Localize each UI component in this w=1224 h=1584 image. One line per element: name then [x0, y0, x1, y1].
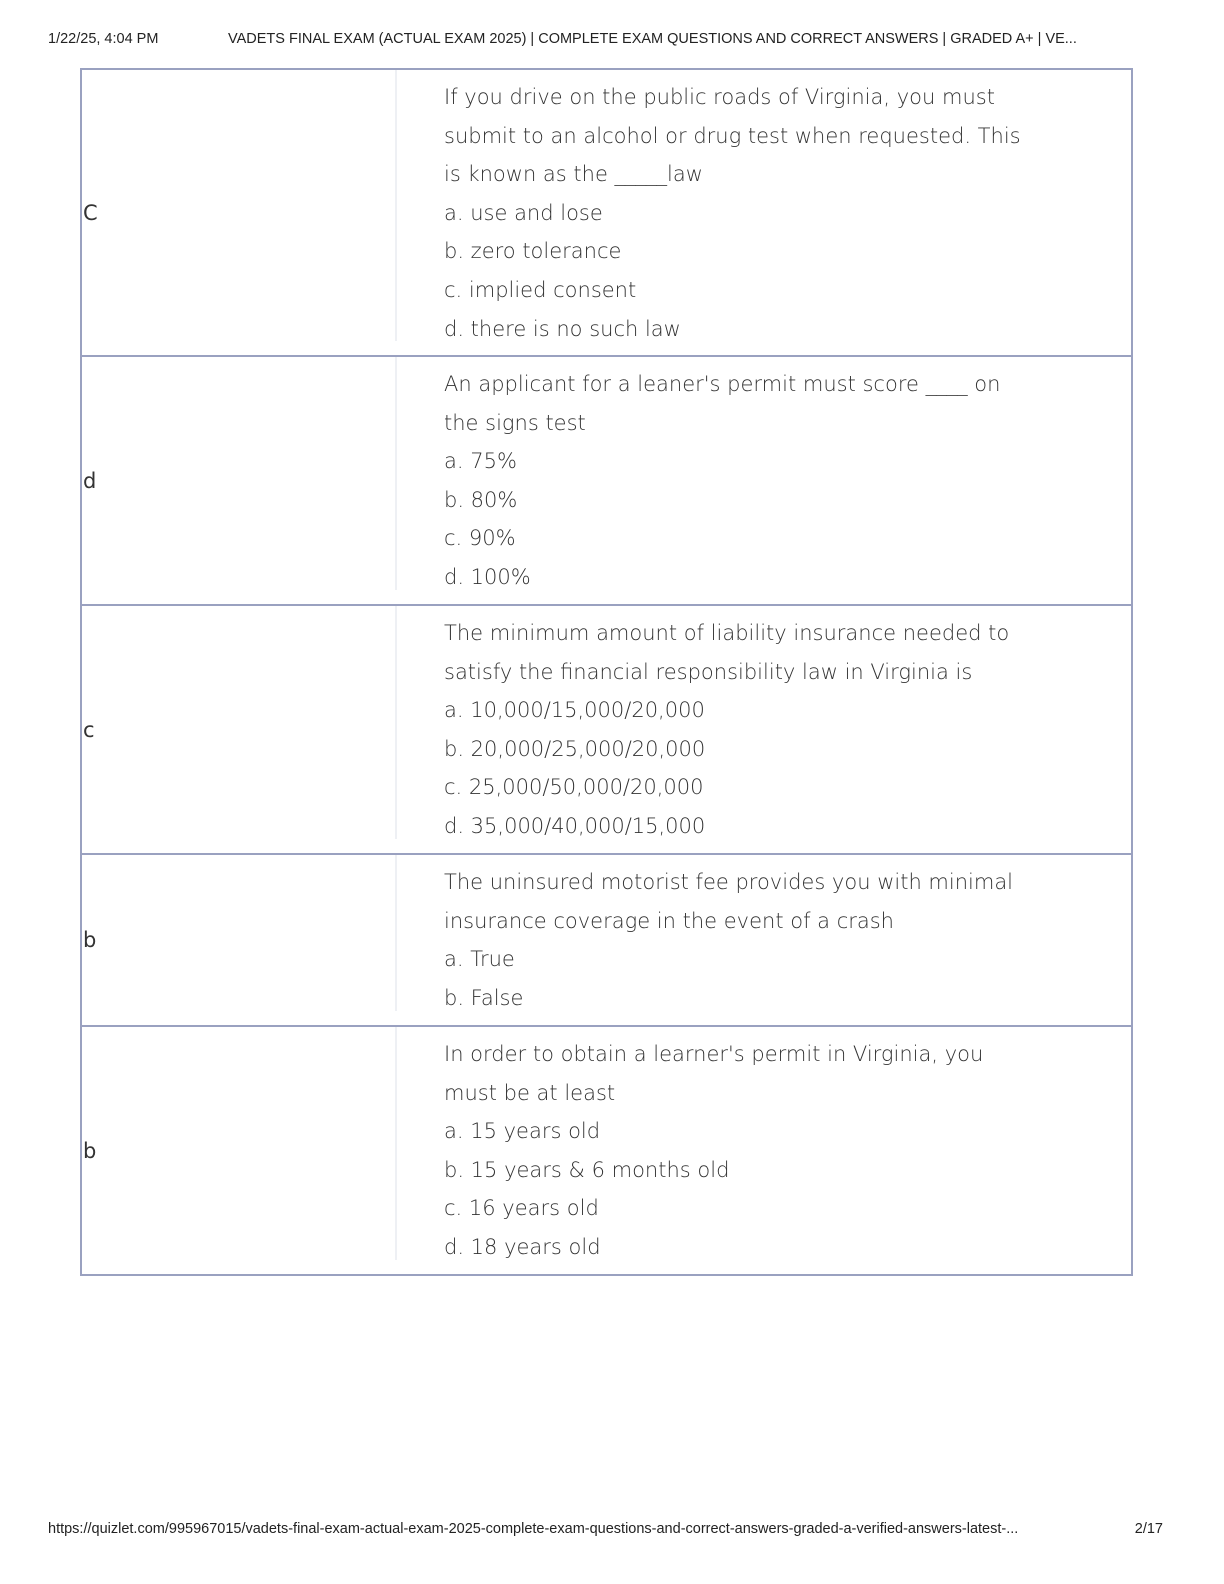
question-line: If you drive on the public roads of Virginia, you must [444, 85, 995, 109]
question-line: must be at least [444, 1080, 616, 1105]
print-header [48, 31, 1176, 51]
question-line: the signs test [444, 410, 586, 435]
flashcard-table [80, 68, 1133, 1276]
answer-cell [82, 606, 395, 853]
question-line: insurance coverage in the event of a crash [444, 908, 894, 933]
question-line: The minimum amount of liability insurance needed to [444, 621, 1010, 645]
print-datetime: 1/22/25, 4:04 PM [48, 31, 159, 47]
option-line: b. 80% [444, 487, 518, 512]
flashcard-row [80, 68, 1133, 357]
flashcard-row [80, 1025, 1133, 1276]
option-line: c. 16 years old [444, 1196, 599, 1221]
option-line: b. zero tolerance [444, 239, 622, 264]
answer-text: b [83, 1138, 97, 1163]
answer-cell [82, 70, 395, 355]
option-line: d. 100% [444, 564, 531, 589]
question-line: is known as the _____law [444, 162, 703, 187]
question-cell [397, 70, 1131, 355]
answer-cell [82, 357, 395, 604]
answer-text: b [83, 928, 97, 952]
flashcard-row [80, 604, 1133, 855]
answer-text: d [83, 468, 97, 493]
question-cell [397, 1027, 1131, 1274]
option-line: d. 18 years old [444, 1234, 601, 1259]
question-cell [397, 606, 1131, 853]
answer-cell [82, 855, 395, 1025]
option-line: a. 15 years old [444, 1119, 601, 1144]
question-line: submit to an alcohol or drug test when requested. This [444, 123, 1021, 148]
print-footer [48, 1521, 1176, 1541]
option-line: b. 20,000/25,000/20,000 [444, 736, 706, 761]
page-url-link[interactable]: https://quizlet.com/995967015/vadets-final-exam-actual-exam-2025-complete-exam-questions-and-correct-answers-graded-a-verified-answers-latest-... [48, 1521, 1019, 1537]
option-line: d. there is no such law [444, 316, 681, 341]
option-line: c. implied consent [444, 277, 637, 302]
option-line: c. 90% [444, 526, 516, 551]
question-line: The uninsured motorist fee provides you with minimal [444, 870, 1014, 894]
flashcard-row [80, 355, 1133, 606]
answer-cell [82, 1027, 395, 1274]
question-line: satisfy the financial responsibility law in Virginia is [444, 659, 973, 684]
question-cell [397, 357, 1131, 604]
option-line: b. False [444, 985, 524, 1010]
question-cell [397, 855, 1131, 1025]
option-line: a. 10,000/15,000/20,000 [444, 698, 705, 723]
page-number: 2/17 [1134, 1521, 1163, 1537]
option-line: d. 35,000/40,000/15,000 [444, 813, 706, 838]
option-line: a. use and lose [444, 200, 603, 225]
option-line: a. 75% [444, 449, 517, 474]
question-line: In order to obtain a learner's permit in Virginia, you [444, 1042, 984, 1066]
option-line: b. 15 years & 6 months old [444, 1157, 730, 1182]
answer-text: C [83, 200, 98, 225]
answer-text: c [83, 717, 95, 742]
question-line: An applicant for a leaner's permit must score ____ on [444, 372, 1001, 396]
option-line: c. 25,000/50,000/20,000 [444, 775, 704, 800]
option-line: a. True [444, 947, 515, 972]
print-title: VADETS FINAL EXAM (ACTUAL EXAM 2025) | COMPLETE EXAM QUESTIONS AND CORRECT ANSWERS | GRADED A+ | VE... [228, 31, 1077, 47]
flashcard-row [80, 853, 1133, 1027]
